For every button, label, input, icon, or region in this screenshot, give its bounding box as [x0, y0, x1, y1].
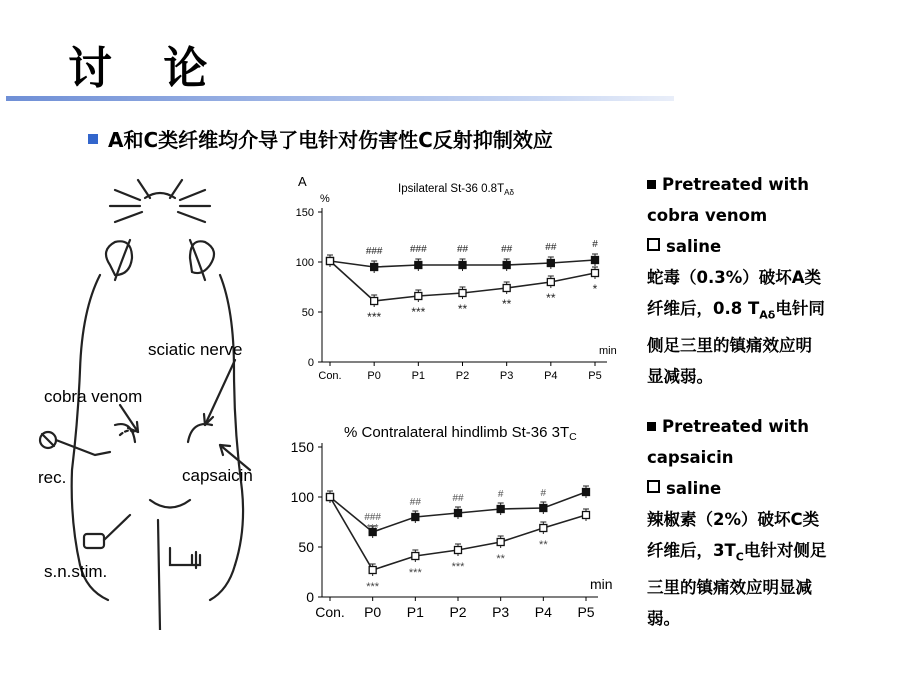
x-tick-label: P3	[499, 370, 514, 382]
left-nerve	[115, 424, 135, 442]
side-a-d3: 侧足三里的镇痛效应明	[647, 336, 812, 356]
significance-lower: ***	[411, 305, 426, 319]
stim-electrode	[84, 534, 104, 548]
y-tick-label: 0	[307, 356, 314, 369]
x-tick-label: P3	[492, 604, 510, 620]
bullet-square-icon	[88, 134, 98, 144]
significance-lower: **	[539, 539, 548, 551]
whiskers	[110, 180, 210, 222]
chart-c	[290, 415, 630, 635]
y-tick-label: 50	[301, 306, 314, 319]
significance-lower: ***	[408, 567, 422, 579]
significance-lower: *	[592, 282, 598, 296]
x-tick-label: P2	[449, 604, 467, 620]
side-c-line1: Pretreated with	[662, 417, 809, 436]
x-tick-label: P5	[588, 370, 602, 382]
chart-title-sub: Aδ	[504, 188, 514, 197]
data-point	[547, 260, 554, 267]
chart-title: Ipsilateral St-36 $0.8T_{A\delta}$	[398, 183, 514, 197]
data-point	[412, 514, 419, 521]
data-point	[327, 258, 334, 265]
side-a-line2: cobra venom	[647, 206, 768, 225]
x-axis-label: min	[590, 576, 613, 592]
x-tick-label: P0	[367, 370, 381, 382]
data-point	[497, 539, 504, 546]
right-nerve	[188, 424, 212, 442]
label-rec: rec.	[38, 468, 67, 487]
open-square-icon	[647, 480, 660, 493]
data-point	[583, 512, 590, 519]
significance-upper: ###	[364, 512, 382, 523]
data-point	[540, 505, 547, 512]
main-bullet	[88, 124, 553, 153]
title-underline	[6, 96, 674, 101]
data-point	[503, 285, 510, 292]
x-tick-label: P1	[406, 604, 424, 620]
significance-lower: ***	[366, 581, 380, 593]
data-point	[592, 270, 599, 277]
side-a-d2: 纤维后，0.8 $T_{A\delta}$电针同	[647, 299, 825, 322]
data-point	[497, 506, 504, 513]
filled-square-icon	[647, 422, 656, 431]
significance-upper: ##	[545, 242, 557, 253]
x-axis-label: min	[599, 345, 617, 357]
data-point	[327, 494, 334, 501]
significance-upper: ###	[409, 244, 427, 255]
y-tick-label: 150	[295, 206, 314, 219]
x-tick-label: P1	[411, 370, 426, 382]
significance-upper: ##	[501, 244, 513, 255]
significance-upper: ##	[452, 493, 464, 504]
chart-title-sub: C	[569, 431, 577, 443]
significance-upper: ###	[365, 246, 383, 257]
significance-upper-2: ***	[366, 523, 379, 534]
data-point	[459, 262, 466, 269]
significance-upper: ##	[456, 244, 469, 255]
significance-upper: ##	[409, 497, 421, 508]
side-a-d4: 显减弱。	[647, 367, 713, 387]
chart-a	[290, 170, 630, 395]
significance-lower: **	[501, 297, 512, 311]
significance-lower: ***	[451, 561, 465, 573]
data-point	[592, 257, 599, 264]
label-sn-stim: s.n.stim.	[44, 562, 108, 581]
open-square-icon	[647, 238, 660, 251]
data-point	[369, 567, 376, 574]
data-point	[547, 279, 554, 286]
y-tick-label: 100	[290, 488, 314, 505]
y-tick-label: 50	[298, 538, 314, 555]
data-point	[412, 553, 419, 560]
data-point	[415, 262, 422, 269]
side-text-c	[647, 411, 887, 634]
data-point	[503, 262, 510, 269]
data-point	[455, 547, 462, 554]
data-point	[371, 264, 378, 271]
label-cobra-venom: cobra venom	[44, 387, 143, 406]
panel-label: A	[298, 174, 307, 189]
significance-upper: #	[497, 489, 504, 500]
body-left	[72, 275, 100, 565]
label-sciatic-nerve: sciatic nerve	[148, 340, 243, 359]
side-a-saline: saline	[666, 237, 722, 256]
y-tick-label: 0	[306, 588, 314, 605]
data-point	[415, 293, 422, 300]
x-tick-label: P5	[577, 604, 595, 620]
side-c-line2: capsaicin	[647, 448, 734, 467]
y-tick-label: 150	[290, 438, 314, 455]
data-point	[455, 510, 462, 517]
side-c-d3: 三里的镇痛效应明显减	[647, 578, 812, 598]
data-point	[459, 290, 466, 297]
significance-lower: **	[457, 302, 468, 316]
data-point	[540, 525, 547, 532]
filled-square-icon	[647, 180, 656, 189]
side-text-a	[647, 169, 887, 392]
significance-lower: **	[546, 291, 556, 305]
label-capsaicin: capsaicin	[182, 466, 253, 485]
x-tick-label: P0	[364, 604, 382, 620]
significance-upper: #	[592, 239, 598, 250]
side-a-line1: Pretreated with	[662, 175, 809, 194]
ground-symbol	[170, 548, 200, 568]
x-tick-label: P4	[544, 370, 558, 382]
body-right	[220, 275, 243, 565]
y-axis-label: %	[320, 193, 330, 205]
significance-lower: ***	[367, 310, 382, 324]
x-tick-label: Con.	[318, 370, 342, 382]
sciatic-arrow	[205, 360, 235, 425]
x-tick-label: P4	[534, 604, 552, 620]
slide-title: 讨 论	[68, 43, 226, 94]
x-tick-label: P2	[455, 370, 470, 382]
main-bullet-text: A和C类纤维均介导了电针对伤害性C反射抑制效应	[108, 128, 553, 152]
significance-lower: **	[496, 553, 505, 565]
side-c-saline: saline	[666, 479, 722, 498]
data-point	[371, 298, 378, 305]
tail	[158, 520, 160, 630]
chart-title: % Contralateral hindlimb St-36 $3T_C$	[344, 424, 577, 443]
side-c-d4: 弱。	[647, 609, 680, 629]
y-tick-label: 100	[295, 256, 314, 269]
data-point	[583, 489, 590, 496]
x-tick-label: Con.	[315, 604, 345, 620]
side-c-d2: 纤维后，$3T_C$电针对侧足	[647, 541, 827, 564]
significance-upper: #	[540, 488, 547, 499]
side-a-d1: 蛇毒（0.3%）破坏A类	[647, 268, 822, 287]
side-c-d1: 辣椒素（2%）破坏C类	[647, 510, 820, 529]
